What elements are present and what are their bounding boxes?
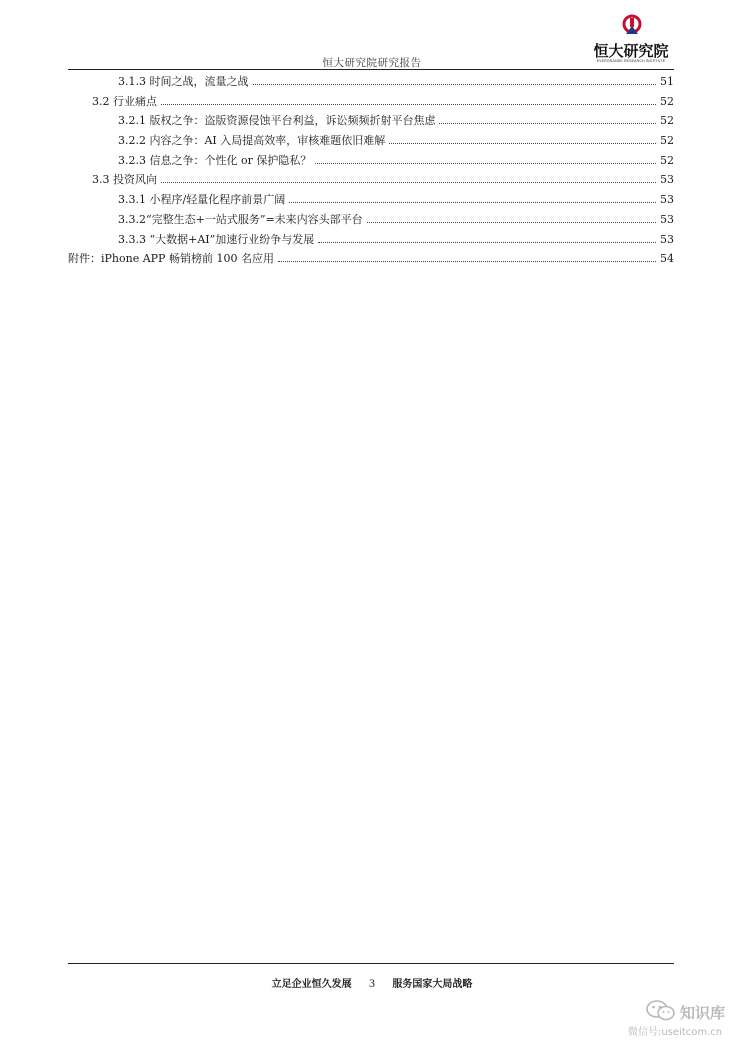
logo-text: 恒大研究院	[593, 42, 669, 60]
toc-entry-page: 51	[660, 75, 674, 88]
watermark-sub: 微信号:useitcom.cn	[628, 1027, 723, 1038]
toc-entry-label: 3.1.3 时间之战，流量之战	[118, 75, 249, 88]
toc-dot-leader	[161, 103, 656, 105]
toc-dot-leader	[253, 83, 657, 85]
toc-entry-page: 52	[660, 114, 674, 128]
toc-entry[interactable]	[68, 152, 674, 172]
header-rule	[68, 69, 674, 70]
footer-rule	[68, 963, 674, 964]
toc-entry-label: 3.3.3 “大数据+AI”加速行业纷争与发展	[118, 232, 315, 246]
toc-entry-page: 53	[660, 232, 674, 246]
toc-entry[interactable]	[68, 250, 674, 270]
toc-dot-leader	[439, 122, 656, 124]
toc-entry[interactable]	[68, 171, 674, 191]
toc-entry-label: 3.3 投资风向	[92, 173, 157, 187]
toc-entry[interactable]	[68, 191, 674, 211]
toc-entry[interactable]	[68, 231, 674, 251]
toc-entry-label: 附件：iPhone APP 畅销榜前 100 名应用	[68, 252, 274, 266]
toc-entry-label: 3.2.3 信息之争：个性化 or 保护隐私？	[118, 153, 312, 167]
table-of-contents	[68, 73, 674, 270]
toc-entry[interactable]	[68, 211, 674, 231]
toc-dot-leader	[278, 260, 656, 262]
footer-right-slogan: 服务国家大局战略	[392, 979, 473, 990]
toc-entry-page: 53	[660, 173, 674, 187]
watermark-name: 知识库	[680, 1004, 726, 1022]
toc-dot-leader	[315, 162, 656, 164]
toc-dot-leader	[289, 201, 656, 203]
watermark	[628, 1000, 740, 1040]
header-title: 恒大研究院研究报告	[322, 57, 422, 69]
toc-entry[interactable]	[68, 132, 674, 152]
toc-dot-leader	[367, 221, 656, 223]
toc-entry-page: 53	[660, 193, 674, 207]
wechat-icon	[646, 1000, 676, 1022]
page-footer	[0, 975, 744, 991]
evergrande-logo	[589, 14, 673, 68]
logo-mark-icon	[621, 14, 643, 38]
toc-dot-leader	[389, 142, 656, 144]
toc-entry-label: 3.2.1 版权之争：盗版资源侵蚀平台利益，诉讼频频折射平台焦虑	[118, 114, 436, 128]
footer-left-slogan: 立足企业恒久发展	[271, 979, 352, 990]
toc-entry-page: 52	[660, 94, 674, 108]
toc-entry-label: 3.2.2 内容之争：AI 入局提高效率，审核难题依旧难解	[118, 134, 386, 148]
toc-entry[interactable]	[68, 73, 674, 93]
toc-entry-page: 54	[660, 252, 674, 266]
toc-entry-page: 52	[660, 134, 674, 148]
toc-entry-page: 52	[660, 153, 674, 167]
toc-entry[interactable]	[68, 112, 674, 132]
page-number: 3	[369, 976, 375, 990]
toc-entry-label: 3.3.1 小程序/轻量化程序前景广阔	[118, 193, 286, 207]
logo-subtitle: EVERGRANDE RESEARCH INSTITUTE	[596, 59, 666, 63]
toc-entry-label: 3.2 行业痛点	[92, 94, 157, 108]
toc-entry[interactable]	[68, 93, 674, 113]
toc-entry-page: 53	[660, 212, 674, 226]
toc-dot-leader	[161, 181, 656, 183]
toc-dot-leader	[318, 241, 656, 243]
toc-entry-label: 3.3.2“完整生态+一站式服务”=未来内容头部平台	[118, 212, 363, 226]
